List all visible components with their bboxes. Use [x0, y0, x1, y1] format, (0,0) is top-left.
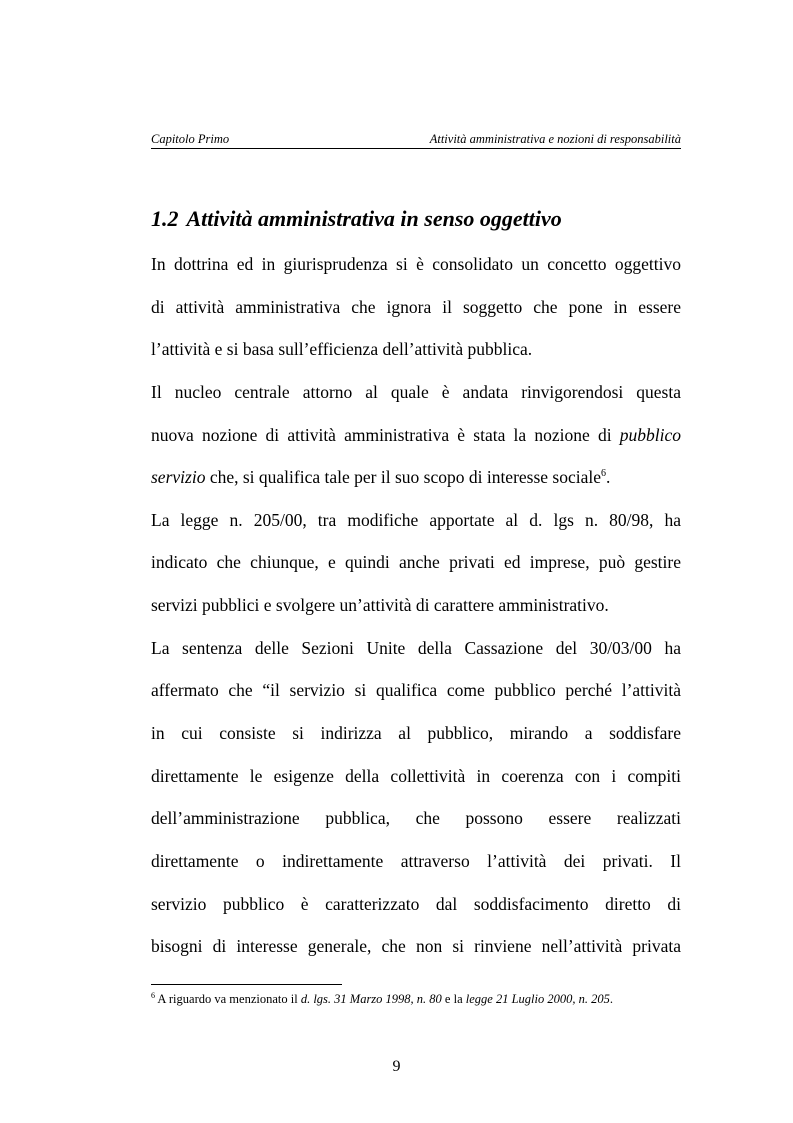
text-line: La sentenza delle Sezioni Unite della Cassazione del 30/03/00 ha: [151, 637, 681, 658]
text-line: dell’amministrazione pubblica, che possono essere realizzati: [151, 808, 681, 829]
text-line: Il nucleo centrale attorno al quale è andata rinvigorendosi questa: [151, 381, 681, 402]
text-line: servizio che, si qualifica tale per il suo scopo di interesse sociale$^6$.: [151, 467, 611, 488]
text-line: In dottrina ed in giurisprudenza si è consolidato un concetto oggettivo: [151, 254, 681, 274]
text-line: servizi pubblici e svolgere un’attività di carattere amministrativo.: [151, 595, 609, 616]
text-line: La legge n. 205/00, tra modifiche apportate al d. lgs n. 80/98, ha: [151, 509, 681, 530]
footnote-marker: 6: [151, 991, 155, 1000]
text-line: servizio pubblico è caratterizzato dal soddisfacimento diretto di: [151, 893, 681, 914]
footnote-reference: 6: [601, 468, 607, 480]
term-servizio: servizio: [151, 467, 206, 488]
running-header: [151, 131, 681, 149]
section-title: Attività amministrativa in senso oggettivo: [186, 206, 562, 231]
section-number: 1.2: [151, 206, 179, 231]
text-line: direttamente le esigenze della collettività in coerenza con i compiti: [151, 765, 681, 786]
header-chapter-title: Attività amministrativa e nozioni di responsabilità: [429, 132, 681, 146]
section-heading: [151, 205, 562, 233]
text-line: bisogni di interesse generale, che non si rinviene nell’attività privata: [151, 936, 681, 957]
footnote: $^6$ A riguardo va menzionato il d. lgs. 31 Marzo 1998, n. 80 e la legge 21 Luglio 2000, n. 205.: [151, 991, 613, 1006]
footnote-separator: [151, 984, 342, 985]
footnote-ref-dlgs: d. lgs. 31 Marzo 1998, n. 80: [300, 992, 442, 1006]
page-number: 9: [392, 1058, 401, 1075]
header-chapter: Capitolo Primo: [151, 132, 230, 146]
footnote-ref-legge: legge 21 Luglio 2000, n. 205: [465, 992, 610, 1006]
text-line: direttamente o indirettamente attraverso l’attività dei privati. Il: [151, 850, 681, 871]
text-line: in cui consiste si indirizza al pubblico, mirando a soddisfare: [151, 723, 681, 744]
text-line: affermato che “il servizio si qualifica come pubblico perché l’attività: [151, 680, 681, 701]
text-line: di attività amministrativa che ignora il soggetto che pone in essere: [151, 296, 681, 317]
text-line: l’attività e si basa sull’efficienza dell’attività pubblica.: [151, 339, 533, 360]
term-pubblico: pubblico: [619, 424, 682, 445]
body-text: [151, 250, 681, 975]
text-line: nuova nozione di attività amministrativa è stata la nozione di pubblico: [151, 424, 682, 445]
text-line: indicato che chiunque, e quindi anche privati ed imprese, può gestire: [151, 552, 681, 573]
